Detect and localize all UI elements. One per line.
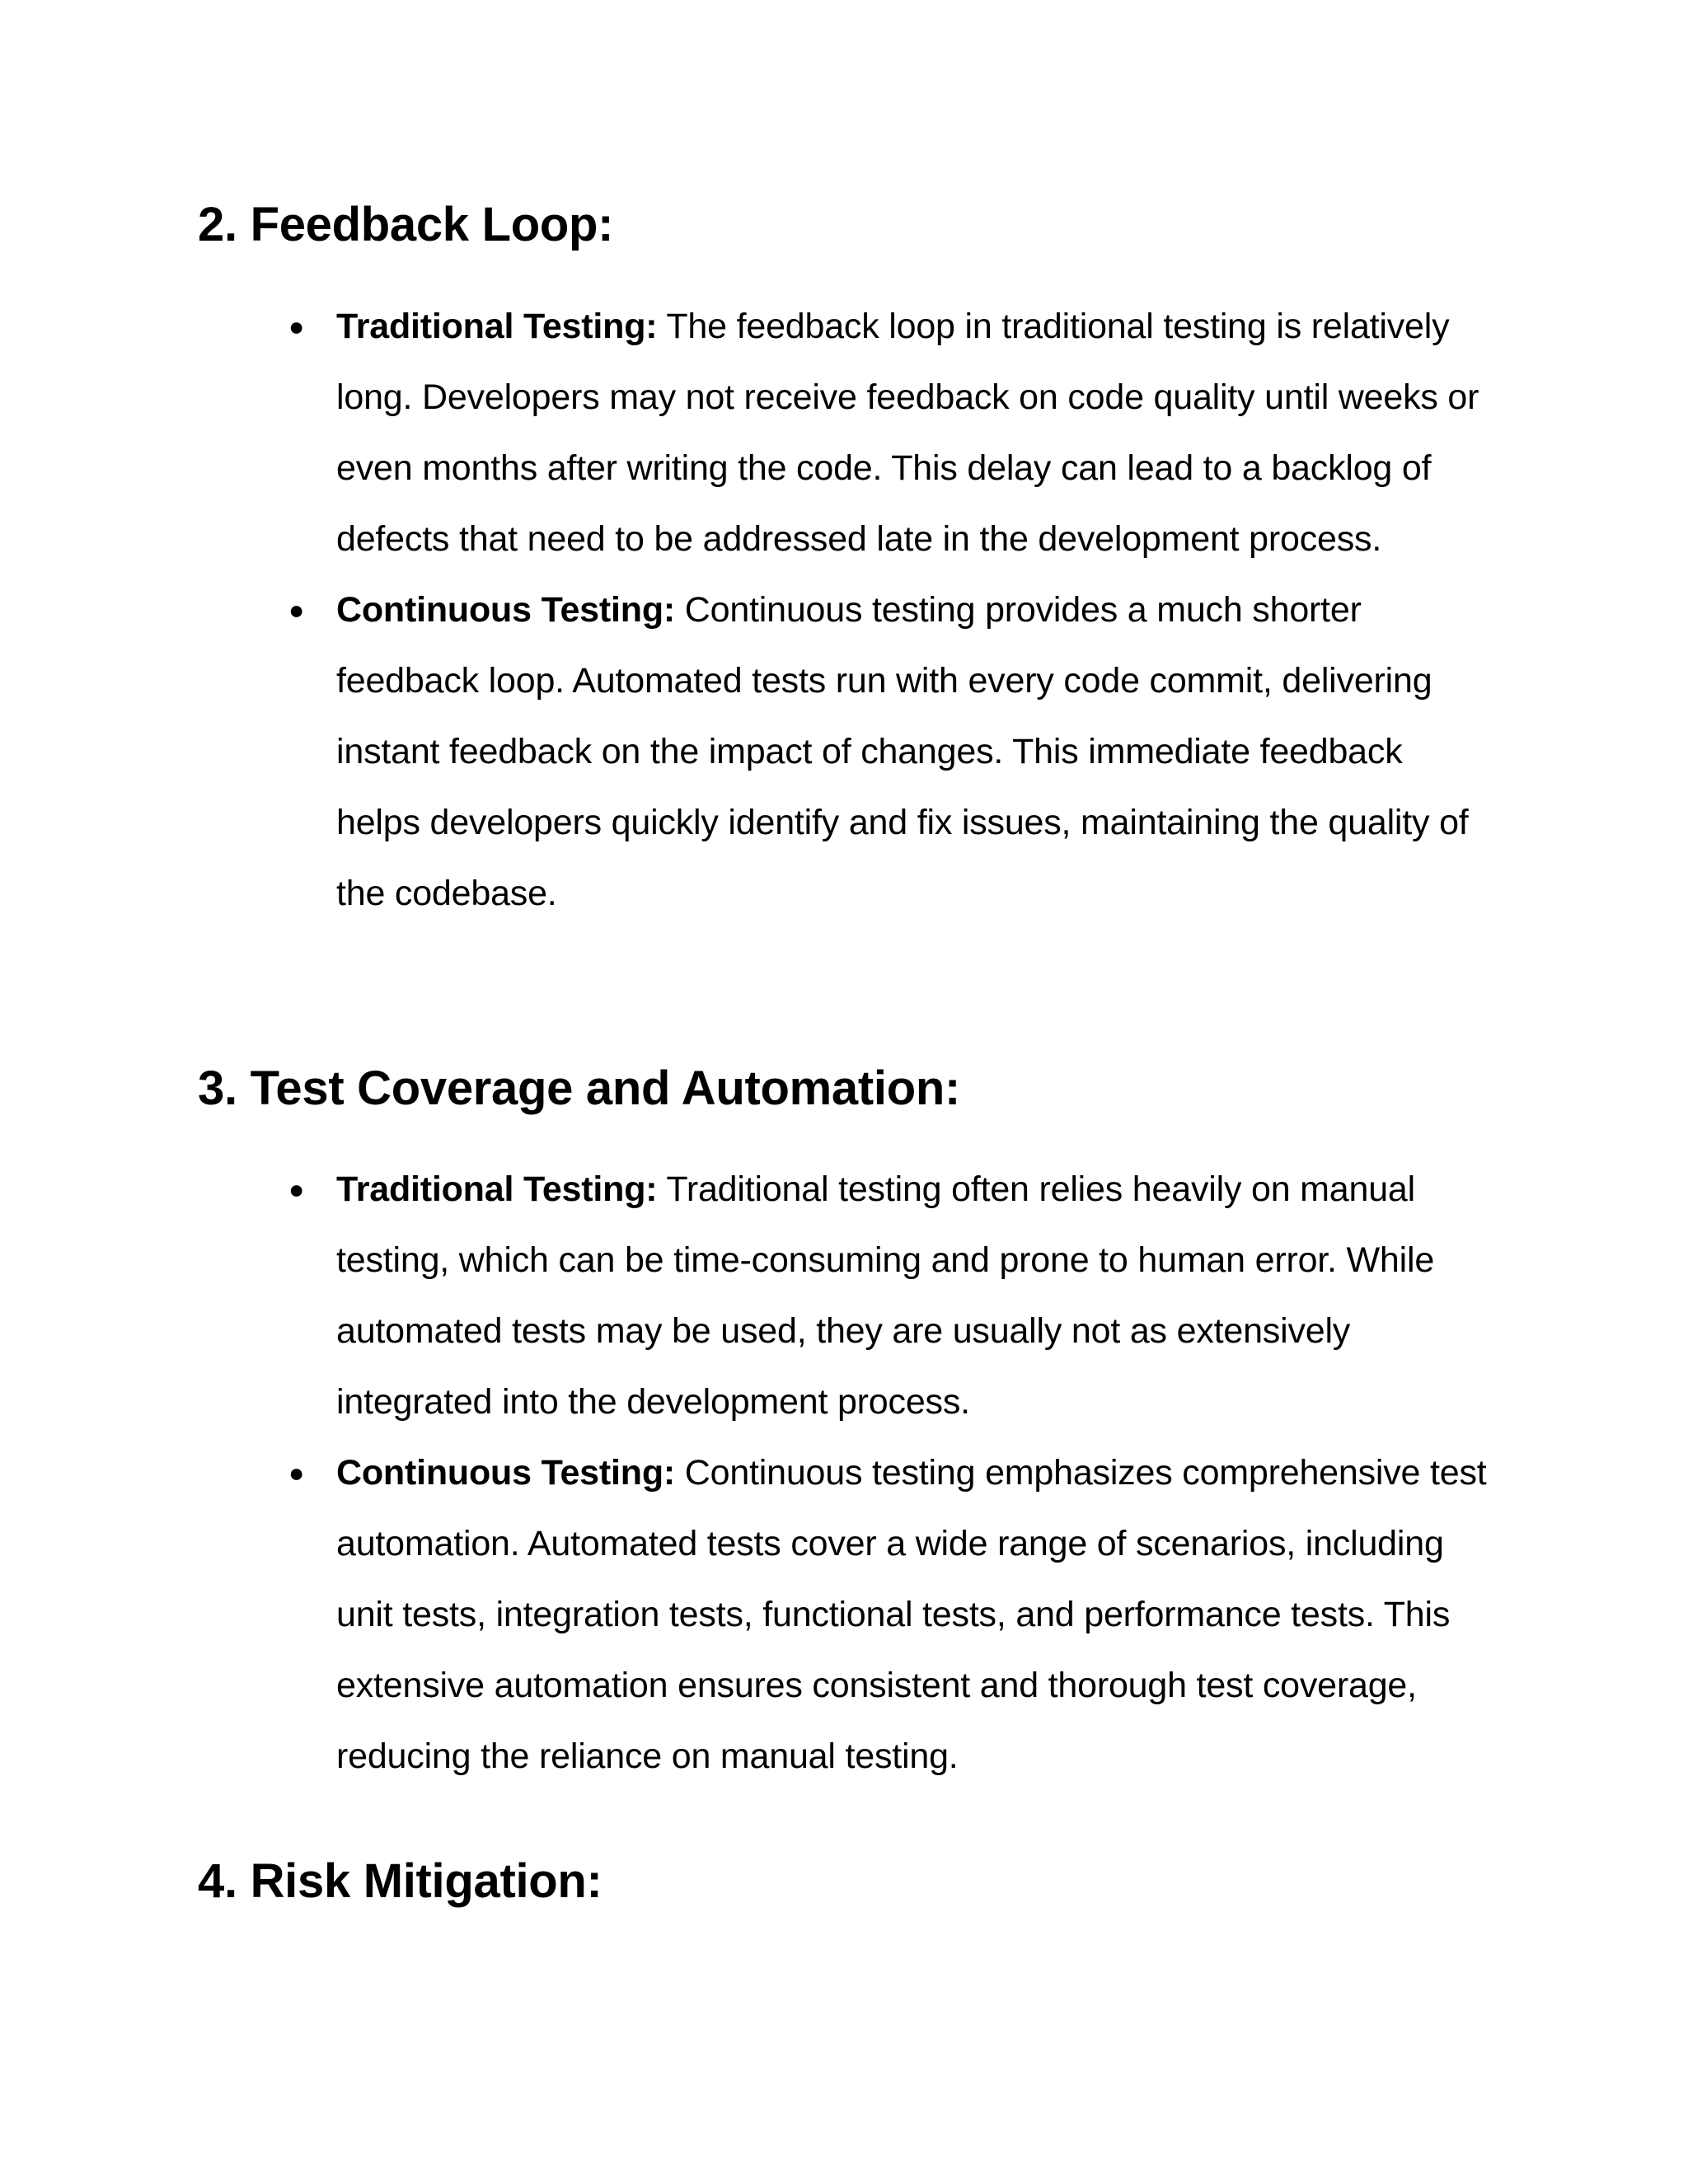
item-term: Traditional Testing: (336, 1169, 658, 1209)
bullet-icon: ● (288, 595, 305, 625)
list-item (288, 291, 1492, 574)
list-item (288, 1154, 1492, 1437)
item-text: Traditional testing often relies heavily on manual testing, which can be time-consuming and prone to human error. While automated tests may be used, they are usually not as extensively integrated into the development process. (336, 1169, 1435, 1422)
section-heading: 3. Test Coverage and Automation: (198, 1062, 960, 1115)
bullet-list (288, 1154, 1492, 1792)
section-heading: 4. Risk Mitigation: (198, 1854, 603, 1908)
bullet-icon: ● (288, 312, 305, 341)
item-text: The feedback loop in traditional testing is relatively long. Developers may not receive feedback on code quality until weeks or even months after writing the code. This delay can lead to a backlog of defects that need to be addressed late in the development process. (336, 307, 1479, 559)
list-item (288, 1437, 1492, 1792)
section-feedback-loop (198, 196, 1517, 254)
item-term: Traditional Testing: (336, 307, 658, 346)
bullet-icon: ● (288, 1174, 305, 1204)
item-text: Continuous testing emphasizes comprehensive test automation. Automated tests cover a wide range of scenarios, including unit tests, integration tests, functional tests, and performance tests. This extensive automation ensures consistent and thorough test coverage, reducing the reliance on manual testing. (336, 1453, 1487, 1776)
section-heading: 2. Feedback Loop: (198, 198, 614, 251)
section-test-coverage (198, 1060, 1517, 1118)
list-item (288, 574, 1492, 929)
item-term: Continuous Testing: (336, 1453, 675, 1493)
bullet-list (288, 291, 1492, 929)
section-risk-mitigation (198, 1853, 1517, 1910)
item-text: Continuous testing provides a much shorter feedback loop. Automated tests run with every code commit, delivering instant feedback on the impact of changes. This immediate feedback helps developers quickly identify and fix issues, maintaining the quality of the codebase. (336, 590, 1469, 913)
item-term: Continuous Testing: (336, 590, 675, 630)
bullet-icon: ● (288, 1458, 305, 1488)
